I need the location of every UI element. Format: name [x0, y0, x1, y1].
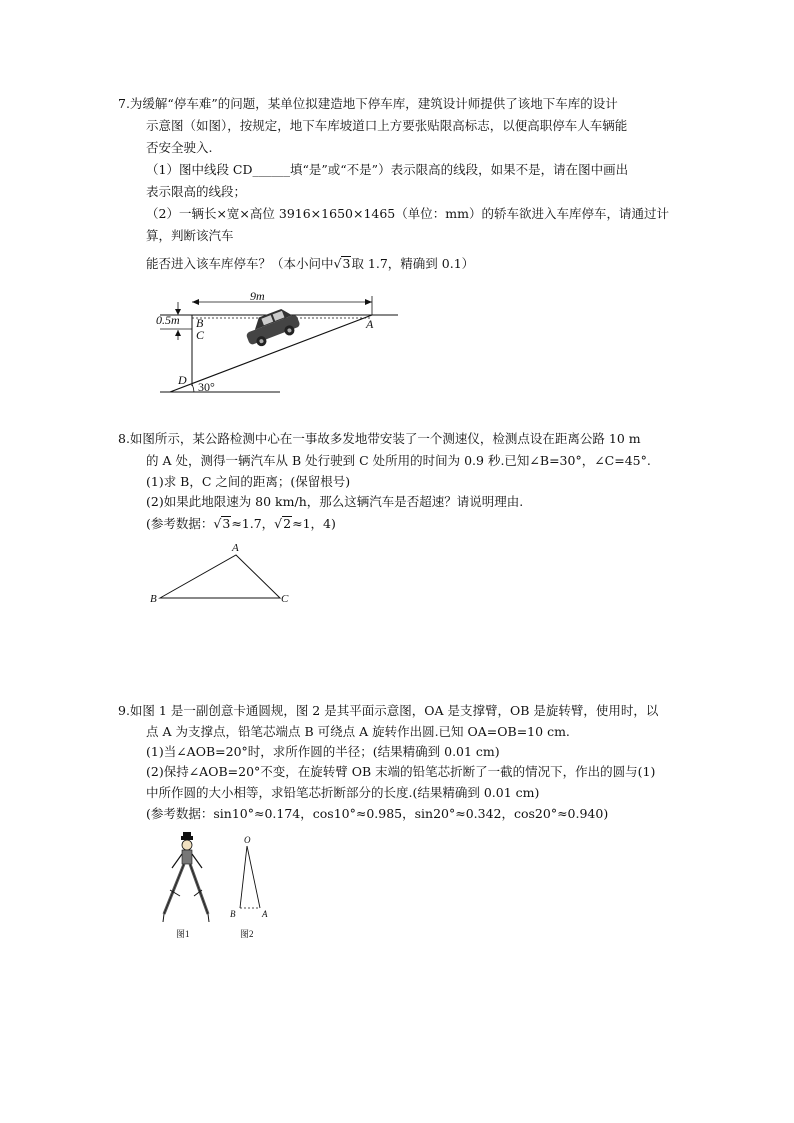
label-A: A — [232, 542, 239, 554]
q7-line-8-text-a: 能否进入该车库停车？（本小问中 — [146, 256, 334, 271]
q7-line-1: 7.为缓解“停车难”的问题，某单位拟建造地下停车库，建筑设计师提供了该地下车库的设计 — [118, 96, 618, 111]
q7-line-8-text-b: 取 1.7，精确到 0.1） — [351, 256, 475, 271]
label-B: B — [196, 316, 204, 330]
q7-garage-figure — [150, 288, 410, 398]
label-O: O — [244, 835, 251, 845]
q7-line-7: 算，判断该汽车 — [146, 228, 234, 243]
q8-line-5-text-a: (参考数据： — [146, 516, 214, 531]
q9-line-5: 中所作圆的大小相等，求铅笔芯折断部分的长度.(结果精确到 0.01 cm) — [146, 785, 540, 800]
q8-triangle-figure — [146, 540, 306, 610]
q7-line-4: （1）图中线段 CD______填“是”或“不是”）表示限高的线段，如果不是，请在图中画出 — [146, 162, 629, 177]
q9-line-4: (2)保持∠AOB=20°不变，在旋转臂 OB 末端的铅笔芯折断了一截的情况下，作出的圆与(1) — [146, 764, 656, 779]
sqrt-symbol: √2 — [274, 516, 292, 531]
q9-line-6: (参考数据：sin10°≈0.174，cos10°≈0.985，sin20°≈0.342，cos20°≈0.940) — [146, 806, 609, 821]
sqrt-radicand: 2 — [283, 516, 292, 531]
q7-line-6: （2）一辆长×宽×高位 3916×1650×1465（单位：mm）的轿车欲进入车库停车，请通过计 — [146, 206, 669, 221]
q7-line-3: 否安全驶入. — [146, 140, 213, 155]
label-A: A — [262, 909, 268, 919]
sqrt-symbol: √3 — [213, 516, 231, 531]
label-0-5m: 0.5m — [156, 313, 180, 327]
caption-figure-2: 图2 — [240, 929, 254, 939]
label-C: C — [281, 593, 289, 605]
q8-line-2: 的 A 处，测得一辆汽车从 B 处行驶到 C 处所用的时间为 0.9 秒.已知∠B=30°，∠C=45°. — [146, 453, 651, 468]
label-A: A — [366, 317, 374, 331]
sqrt-radicand: 3 — [222, 516, 231, 531]
q7-line-8 — [146, 256, 474, 272]
q9-line-1: 9.如图 1 是一副创意卡通圆规，图 2 是其平面示意图，OA 是支撑臂，OB 是旋转臂，使用时，以 — [118, 703, 659, 718]
q9-compass-figure — [150, 830, 290, 945]
caption-figure-1: 图1 — [176, 929, 190, 939]
label-C: C — [196, 328, 205, 342]
car-icon — [242, 305, 302, 350]
q7-line-5: 表示限高的线段； — [146, 184, 247, 199]
q8-line-3: (1)求 B，C 之间的距离；(保留根号) — [146, 474, 351, 489]
label-9m: 9m — [250, 289, 265, 303]
label-D: D — [178, 373, 187, 387]
q8-line-5-text-b: ≈1.7， — [231, 516, 275, 531]
q8-line-5-text-c: ≈1，4) — [292, 516, 336, 531]
sqrt-radicand: 3 — [342, 256, 351, 271]
label-B: B — [150, 593, 157, 605]
q9-line-3: (1)当∠AOB=20°时，求所作圆的半径；(结果精确到 0.01 cm) — [146, 744, 500, 759]
q8-line-5 — [146, 516, 336, 532]
label-30deg: 30° — [198, 380, 215, 394]
q8-line-1: 8.如图所示，某公路检测中心在一事故多发地带安装了一个测速仪，检测点设在距离公路 10 m — [118, 431, 641, 446]
label-B: B — [230, 909, 236, 919]
sqrt-symbol: √3 — [333, 256, 351, 271]
q7-line-2: 示意图（如图），按规定，地下车库坡道口上方要张贴限高标志，以便高职停车人车辆能 — [146, 118, 628, 133]
cartoon-compass-icon — [163, 832, 209, 922]
q8-line-4: (2)如果此地限速为 80 km/h，那么这辆汽车是否超速？请说明理由. — [146, 494, 524, 509]
q9-line-2: 点 A 为支撑点，铅笔芯端点 B 可绕点 A 旋转作出圆.已知 OA=OB=10 cm. — [146, 724, 570, 739]
